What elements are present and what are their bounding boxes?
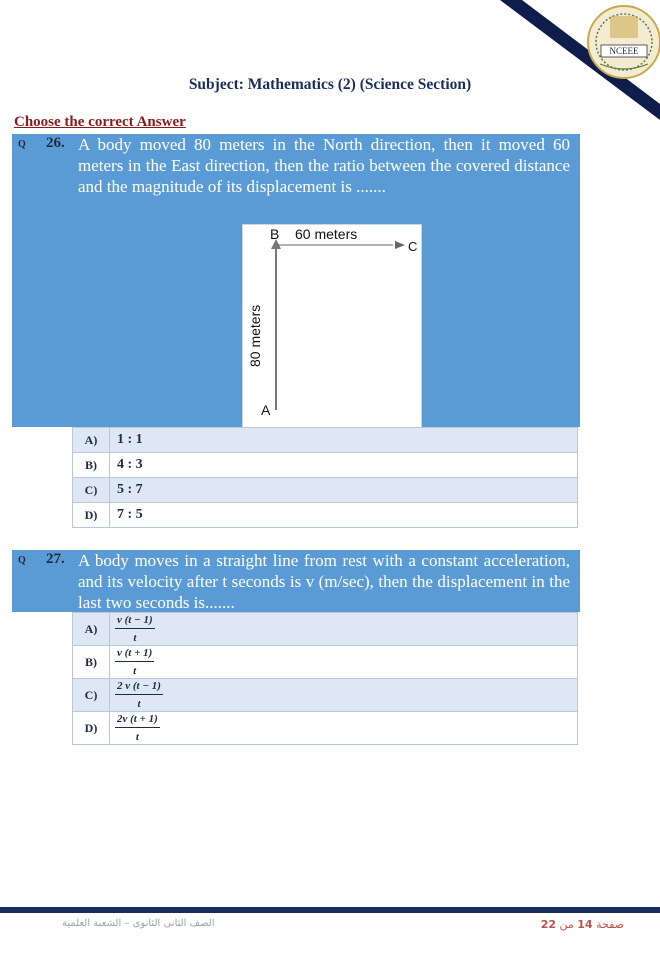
fraction — [115, 647, 154, 678]
east-arrow-head — [395, 241, 405, 249]
option-d[interactable] — [72, 712, 578, 745]
page-total: 22 — [540, 918, 557, 931]
page-word: صفحة — [596, 918, 624, 931]
question-tag: Q — [18, 555, 26, 566]
option-c[interactable] — [72, 679, 578, 712]
footer-grade-text: الصف الثانى الثانوى – الشعبة العلمية — [62, 918, 215, 929]
question-27-block — [12, 550, 580, 612]
label-c: C — [408, 239, 418, 254]
page-num: 14 — [577, 918, 593, 931]
option-label: D) — [73, 712, 110, 744]
fraction-denominator: t — [133, 632, 137, 644]
label-80-meters: 80 meters — [247, 304, 263, 367]
displacement-figure — [242, 224, 422, 429]
question-26-options — [72, 427, 578, 528]
option-d[interactable] — [72, 503, 578, 528]
question-27-options — [72, 612, 578, 745]
label-b: B — [270, 226, 280, 242]
option-c[interactable] — [72, 478, 578, 503]
option-label: D) — [73, 503, 110, 527]
question-text: A body moved 80 meters in the North direction, then it moved 60 meters in the East direction, then the ratio between the covered distance and the magnitude of its displacement is ....... — [78, 135, 570, 196]
ncee-logo — [588, 6, 660, 78]
question-26-block — [12, 134, 580, 427]
corner-decoration — [500, 0, 660, 120]
fraction-numerator: v (t − 1) — [115, 614, 155, 629]
option-b[interactable] — [72, 646, 578, 679]
subject-title: Subject: Mathematics (2) (Science Section) — [188, 76, 472, 93]
option-value: 1 : 1 — [117, 432, 143, 447]
option-label: A) — [73, 428, 110, 452]
option-label: C) — [73, 679, 110, 711]
option-value: 4 : 3 — [117, 457, 143, 472]
footer-bar — [0, 907, 660, 913]
question-number: 27. — [46, 551, 65, 567]
option-label: C) — [73, 478, 110, 502]
label-60-meters: 60 meters — [295, 226, 358, 242]
option-a[interactable] — [72, 612, 578, 646]
option-label: B) — [73, 453, 110, 477]
fraction-denominator: t — [135, 731, 139, 743]
section-title: Choose the correct Answer — [14, 114, 186, 130]
fraction-denominator: t — [137, 698, 141, 710]
option-label: A) — [73, 613, 110, 645]
option-a[interactable] — [72, 427, 578, 453]
question-text: A body moves in a straight line from rest with a constant acceleration, and its velocity after t seconds is v (m/sec), then the displacement in the last two seconds is....... — [78, 551, 570, 612]
fraction — [115, 614, 155, 645]
fraction-numerator: 2 v (t − 1) — [115, 680, 163, 695]
fraction — [115, 680, 163, 711]
question-number: 26. — [46, 135, 65, 151]
fraction-numerator: v (t + 1) — [115, 647, 154, 662]
fraction-numerator: 2v (t + 1) — [115, 713, 160, 728]
option-b[interactable] — [72, 453, 578, 478]
option-label: B) — [73, 646, 110, 678]
question-tag: Q — [18, 139, 26, 150]
of-word: من — [559, 918, 574, 931]
logo-text: NCEEE — [609, 46, 639, 56]
fraction — [115, 713, 160, 744]
label-a: A — [261, 402, 271, 418]
footer-page-number — [541, 918, 624, 931]
option-value: 7 : 5 — [117, 507, 143, 522]
fraction-denominator: t — [133, 665, 137, 677]
option-value: 5 : 7 — [117, 482, 143, 497]
